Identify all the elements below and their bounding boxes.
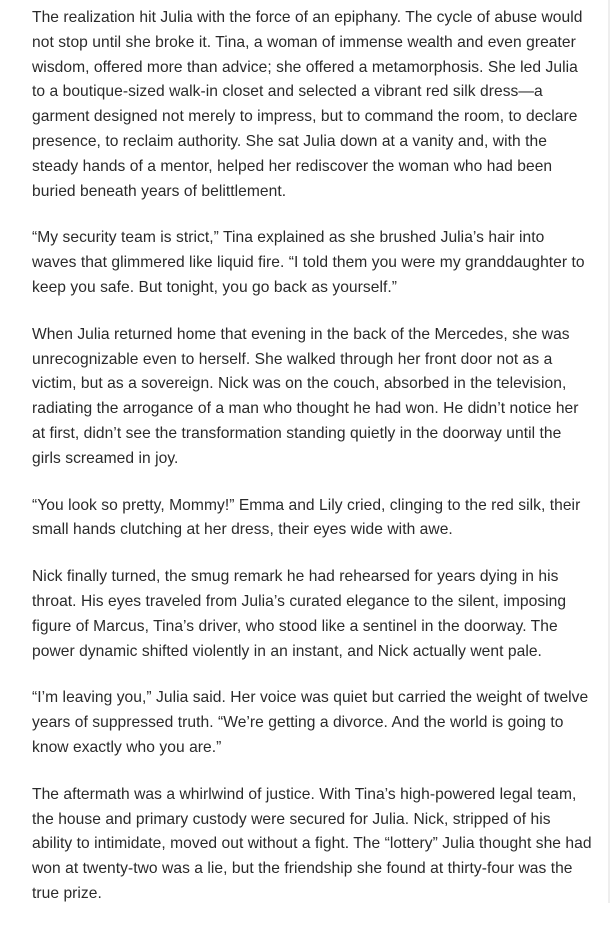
article-body: [32, 6, 592, 929]
paragraph-epiphany: The realization hit Julia with the force of an epiphany. The cycle of abuse would not stop until she broke it. Tina, a woman of immense wealth and even greater wisdom, offered more than advice; she offered a metamorphosis. She led Julia to a boutique-sized walk-in closet and selected a vibrant red silk dress—a garment designed not merely to impress, but to command the room, to declare presence, to reclaim authority. She sat Julia down at a vanity and, with the steady hands of a mentor, helped her rediscover the woman who had been buried beneath years of belittlement.: [32, 9, 583, 200]
paragraph-girls-cry: “You look so pretty, Mommy!” Emma and Lily cried, clinging to the red silk, their small hands clutching at her dress, their eyes wide with awe.: [32, 496, 581, 539]
paragraph-leaving: “I’m leaving you,” Julia said. Her voice was quiet but carried the weight of twelve years of suppressed truth. “We’re getting a divorce. And the world is going to know exactly who you are.”: [32, 689, 589, 756]
paragraph-aftermath: The aftermath was a whirlwind of justice. With Tina’s high-powered legal team, the house and primary custody were secured for Julia. Nick, stripped of his ability to intimidate, moved out without a fight. The “lottery” Julia thought she had won at twenty-two was a lie, but the friendship she found at thirty-four was the true prize.: [32, 785, 592, 902]
paragraph-return-home: When Julia returned home that evening in the back of the Mercedes, she was unrecognizable even to herself. She walked through her front door not as a victim, but as a sovereign. Nick was on the couch, absorbed in the television, radiating the arrogance of a man who thought he had won. He didn’t notice her at first, didn’t see the transformation standing quietly in the doorway until the girls screamed in joy.: [32, 325, 579, 467]
paragraph-security-team: “My security team is strict,” Tina explained as she brushed Julia’s hair into waves that glimmered like liquid fire. “I told them you were my granddaughter to keep you safe. But tonight, you go back as yourself.”: [32, 229, 585, 296]
paragraph-nick-turns: Nick finally turned, the smug remark he had rehearsed for years dying in his throat. His eyes traveled from Julia’s curated elegance to the silent, imposing figure of Marcus, Tina’s driver, who stood like a sentinel in the doorway. The power dynamic shifted violently in an instant, and Nick actually went pale.: [32, 568, 567, 660]
